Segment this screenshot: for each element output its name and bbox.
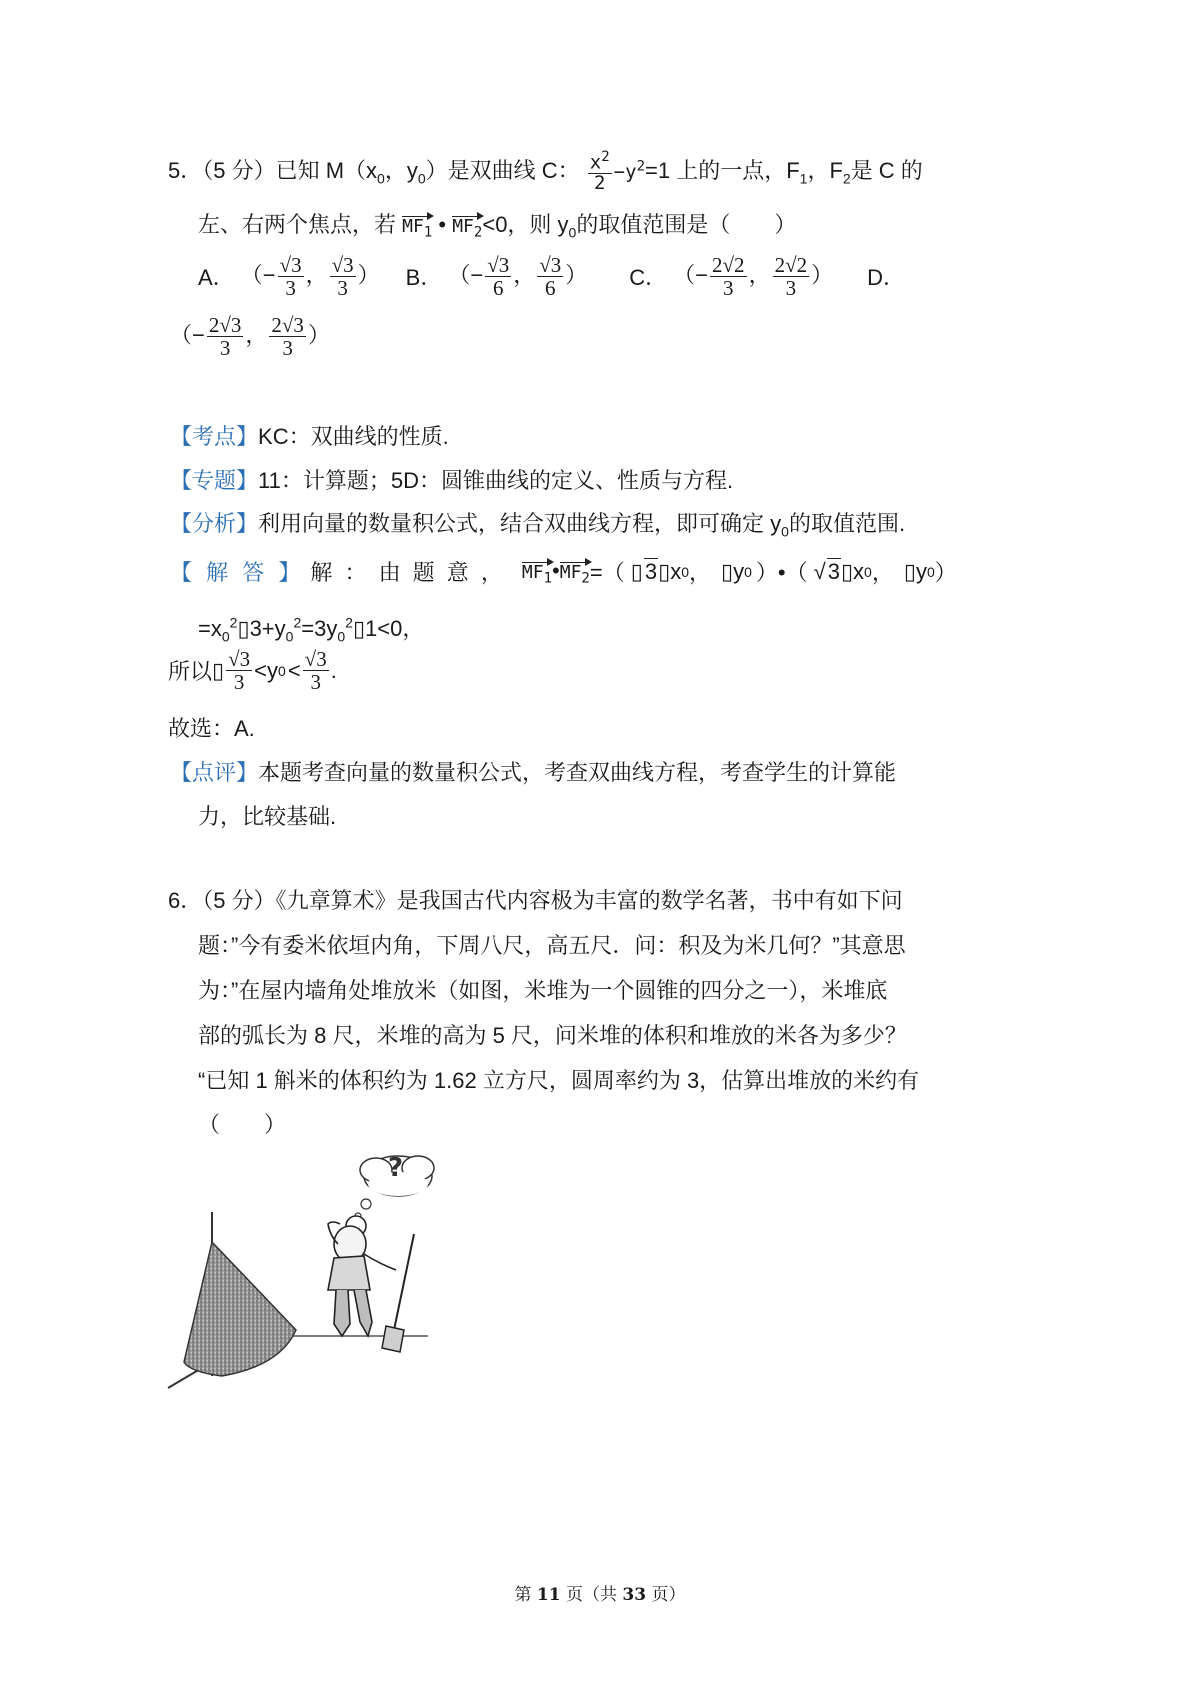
man-figure [328,1216,396,1336]
dot-operator: • [438,212,447,237]
jieda-line2: $=x_0^2▯3+y_0^2=3y_0^2▯1<0$， [198,614,425,645]
q6-line5: “已知 1 斛米的体积约为 1.62 立方尺，圆周率约为 3，估算出堆放的米约有 [198,1068,920,1093]
thought-cloud [355,1153,434,1219]
vector-mf1: $MF_1$ [521,561,553,587]
kaodian-line: 【考点】KC：双曲线的性质. [170,424,449,449]
kaodian-tag: 【考点】 [170,424,259,449]
q6-line1: 6．（5 分）《九章算术》是我国古代内容极为丰富的数学名著，书中有如下问 [168,888,903,913]
sub: 0 [377,170,385,187]
option-b: （− $\frac{√3}{6}$ ， $\frac{√3}{6}$ ） [448,253,588,301]
dianping-tag: 【点评】 [170,760,259,785]
page-total: 33 [622,1585,647,1605]
q6-line3: 为：”在屋内墙角处堆放米（如图，米堆为一个圆锥的四分之一），米堆底 [198,978,888,1003]
question-mark: ? [388,1153,404,1183]
vector-mf2: $MF_2$ [559,561,590,587]
option-c-label: C． [629,265,668,291]
fenxi-tag: 【分析】 [170,511,259,536]
option-d: （− $\frac{2√3}{3}$ ， $\frac{2√3}{3}$ ） [170,313,330,361]
guxuan-line: 故选：A. [168,716,255,741]
dianping-line2: 力，比较基础. [198,804,337,829]
eq-num: x [589,151,602,174]
q5-text: 5．（5 分）已知 M（x [168,157,378,183]
q5-options-row [198,254,905,299]
sub: 0 [417,170,426,187]
shovel [382,1234,414,1352]
eq-sup: 2 [601,149,610,165]
option-b-label: B． [405,265,443,291]
jieda-line: 【 解 答 】 解 ： 由 题 意 ， $MF_1•MF_2$ =（ ▯ 3 ▯ x 0 ， ▯ y 0 ）•（ √ 3 ▯ x 0 ， ▯ y 0 ） [170,557,957,587]
rice-pile-illustration [160,1140,460,1400]
suoyi-line: 所以 ▯ $\frac{√3}{3}$ <y 0 < $\frac{√3}{3}$ . [168,647,337,695]
fenxi-line: 【分析】利用向量的数量积公式，结合双曲线方程，即可确定 $y_0$的取值范围. [170,511,906,540]
vector-mf1: $MF_1$ [402,216,433,241]
page-footer: 第 11 页（共 33 页） [514,1585,686,1605]
eq-rest: $-y^2$ [613,158,645,183]
q6-line2: 题：”今有委米依垣内角，下周八尺，高五尺．问：积及为米几何？”其意思 [198,933,906,958]
q5-text: ，y [384,157,418,183]
q5-text: ）是双曲线 C： [425,157,580,183]
page-number: 11 [536,1585,561,1605]
vector-mf2: $MF_2$ [452,216,483,241]
eq-den: 2 [594,172,606,195]
zhuanti-line: 【专题】11：计算题；5D：圆锥曲线的定义、性质与方程. [170,468,734,493]
option-d-label: D． [867,265,906,291]
option-a-label: A． [198,265,235,291]
rice-pile [184,1242,296,1376]
zhuanti-tag: 【专题】 [170,468,259,493]
q6-line4: 部的弧长为 8 尺，米堆的高为 5 尺，问米堆的体积和堆放的米各为多少？ [198,1023,907,1048]
dianping-line1: 【点评】本题考查向量的数量积公式，考查双曲线方程，考查学生的计算能 [170,760,897,785]
option-a: （− $\frac{√3}{3}$ ， $\frac{√3}{3}$ ） [240,253,380,301]
q5-line2: 左、右两个焦点，若 $MF_1$ • $MF_2<0$，则 $y_0$的取值范围是（ ） [198,212,797,241]
jieda-tag: 【 解 答 】 [170,560,305,585]
q5-line1: 5．（5 分）已知 $M(x_0$，$y_0$）是双曲线 C： $\frac{x^2}{2}$ $-y^2=1$ 上的一点，$F_1$，$F_2$是 C 的 [168,149,923,195]
hyperbola-fraction [588,150,612,194]
option-c: （− $\frac{2√2}{3}$ ， $\frac{2√2}{3}$ ） [673,253,834,301]
q6-line6: （ ） [198,1112,287,1137]
q5-text: =1 上的一点，F [645,157,800,183]
